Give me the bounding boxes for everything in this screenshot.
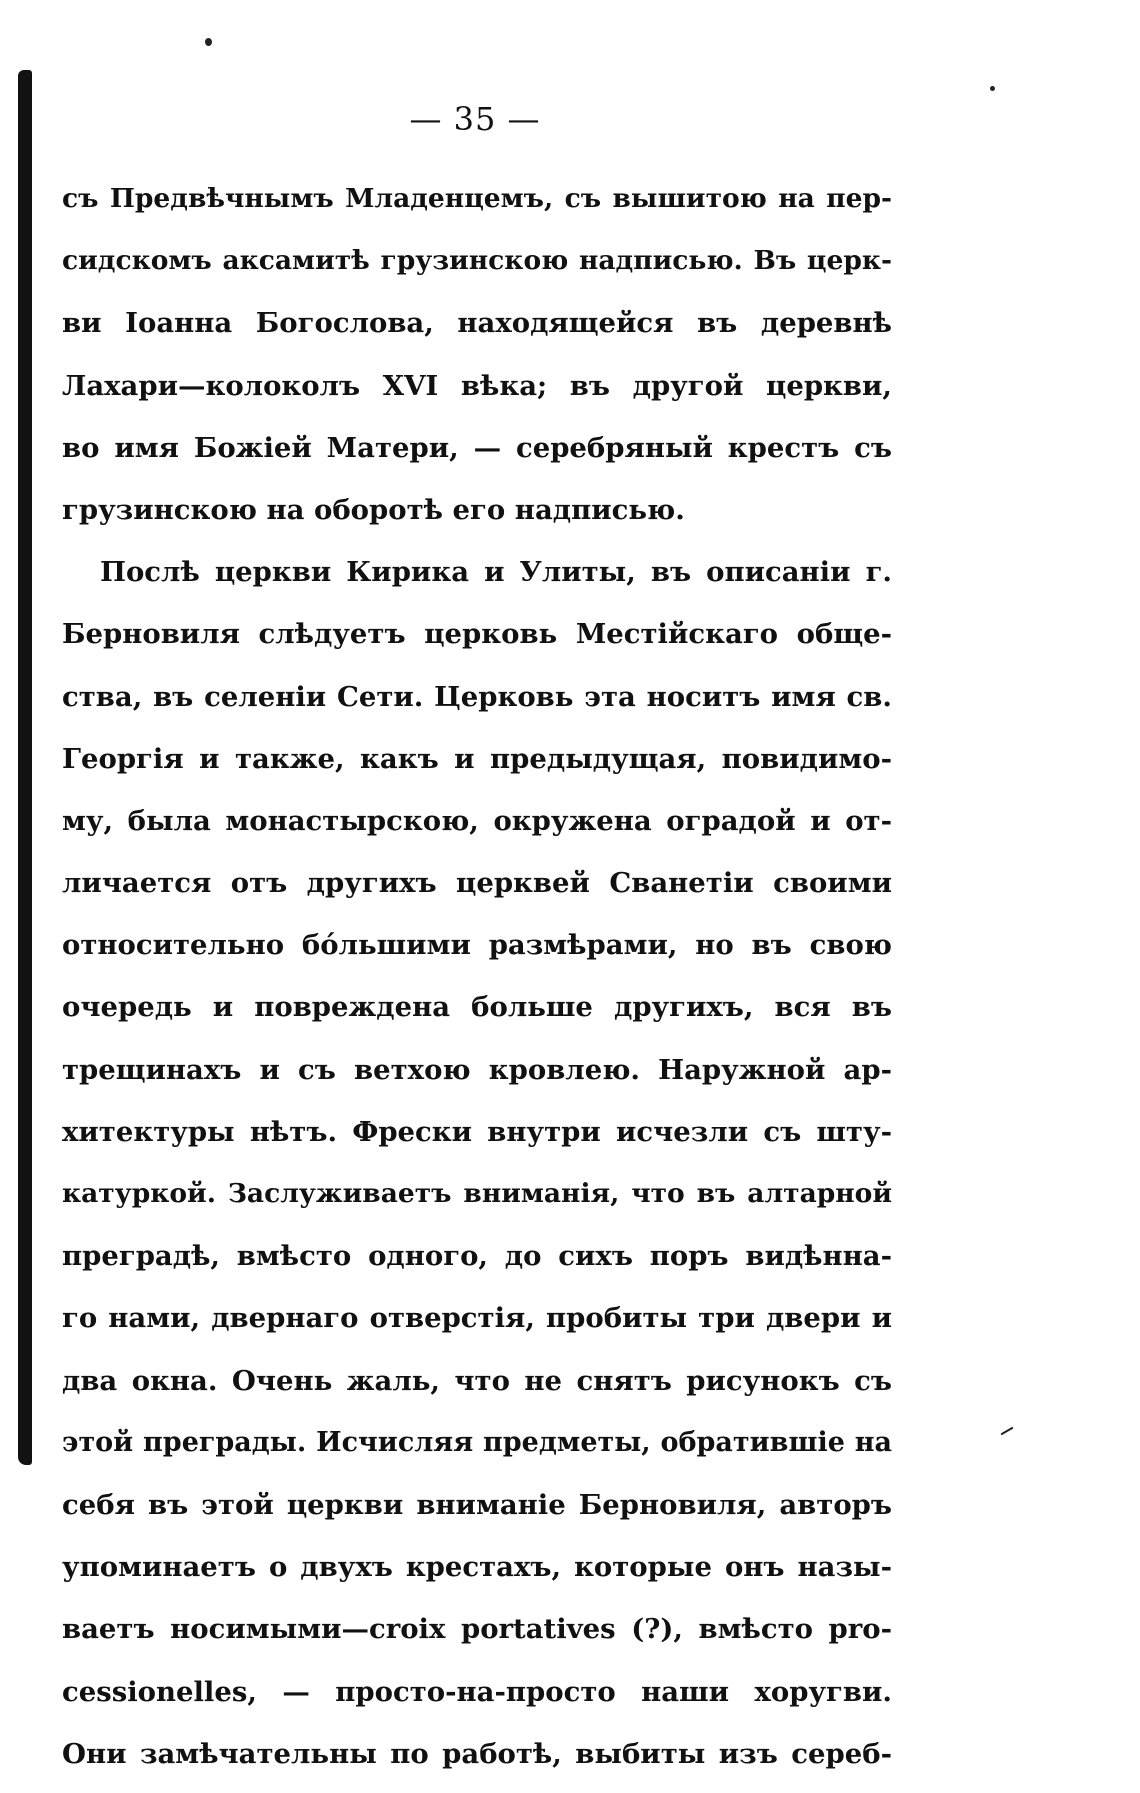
- text-line: этой преграды. Исчисляя предметы, обратившіе на: [62, 1426, 892, 1458]
- text-line: cessionelles, — просто-на-просто наши хоругви.: [62, 1675, 892, 1708]
- text-line: Берновиля слѣдуетъ церковь Местійскаго обще-: [62, 618, 892, 651]
- margin-bleed-marks: [0, 0, 50, 1542]
- text-line: два окна. Очень жаль, что не снятъ рисунокъ съ: [62, 1364, 892, 1397]
- text-line: ваетъ носимыми—croix portatives (?), вмѣсто pro-: [62, 1613, 892, 1646]
- text-line: му, была монастырскою, окружена оградой и от-: [62, 804, 892, 837]
- ink-speck: [1000, 1427, 1013, 1436]
- text-line: ства, въ селеніи Сети. Церковь эта носитъ имя св.: [62, 680, 892, 713]
- text-line: ви Іоанна Богослова, находящейся въ деревнѣ: [62, 307, 892, 340]
- text-line: хитектуры нѣтъ. Фрески внутри исчезли съ шту-: [62, 1115, 892, 1148]
- text-line: катуркой. Заслуживаетъ вниманія, что въ алтарной: [62, 1178, 892, 1209]
- text-line: сидскомъ аксамитѣ грузинскою надписью. Въ церк-: [62, 245, 892, 277]
- text-line: себя въ этой церкви вниманіе Берновиля, авторъ: [62, 1488, 892, 1521]
- text-line: во имя Божіей Матери, — серебряный крестъ съ: [62, 431, 892, 464]
- paragraph-1: [62, 176, 892, 549]
- text-line: Послѣ церкви Кирика и Улиты, въ описаніи г.: [100, 556, 892, 589]
- paragraph-2: [62, 549, 892, 1793]
- text-line: Они замѣчательны по работѣ, выбиты изъ сереб-: [62, 1737, 892, 1770]
- text-line: упоминаетъ о двухъ крестахъ, которые онъ назы-: [62, 1551, 892, 1584]
- page-number: — 35 —: [409, 100, 541, 138]
- body-text: [62, 176, 892, 1793]
- text-line: относительно бóльшими размѣрами, но въ свою: [62, 929, 892, 962]
- text-line: Георгія и также, какъ и предыдущая, повидимо-: [62, 742, 892, 775]
- text-line: Лахари—колоколъ XVI вѣка; въ другой церкви,: [62, 369, 892, 402]
- text-line: съ Предвѣчнымъ Младенцемъ, съ вышитою на пер-: [62, 183, 892, 214]
- text-line: преградѣ, вмѣсто одного, до сихъ поръ видѣнна-: [62, 1240, 892, 1273]
- ink-speck: [990, 86, 995, 91]
- text-line: го нами, двернаго отверстія, пробиты три двери и: [62, 1302, 892, 1335]
- text-line: личается отъ другихъ церквей Сванетіи своими: [62, 867, 892, 900]
- text-line: трещинахъ и съ ветхою кровлею. Наружной ар-: [62, 1053, 892, 1086]
- text-line: очередь и повреждена больше другихъ, вся въ: [62, 991, 892, 1024]
- text-line: грузинскою на оборотѣ его надписью.: [62, 493, 685, 526]
